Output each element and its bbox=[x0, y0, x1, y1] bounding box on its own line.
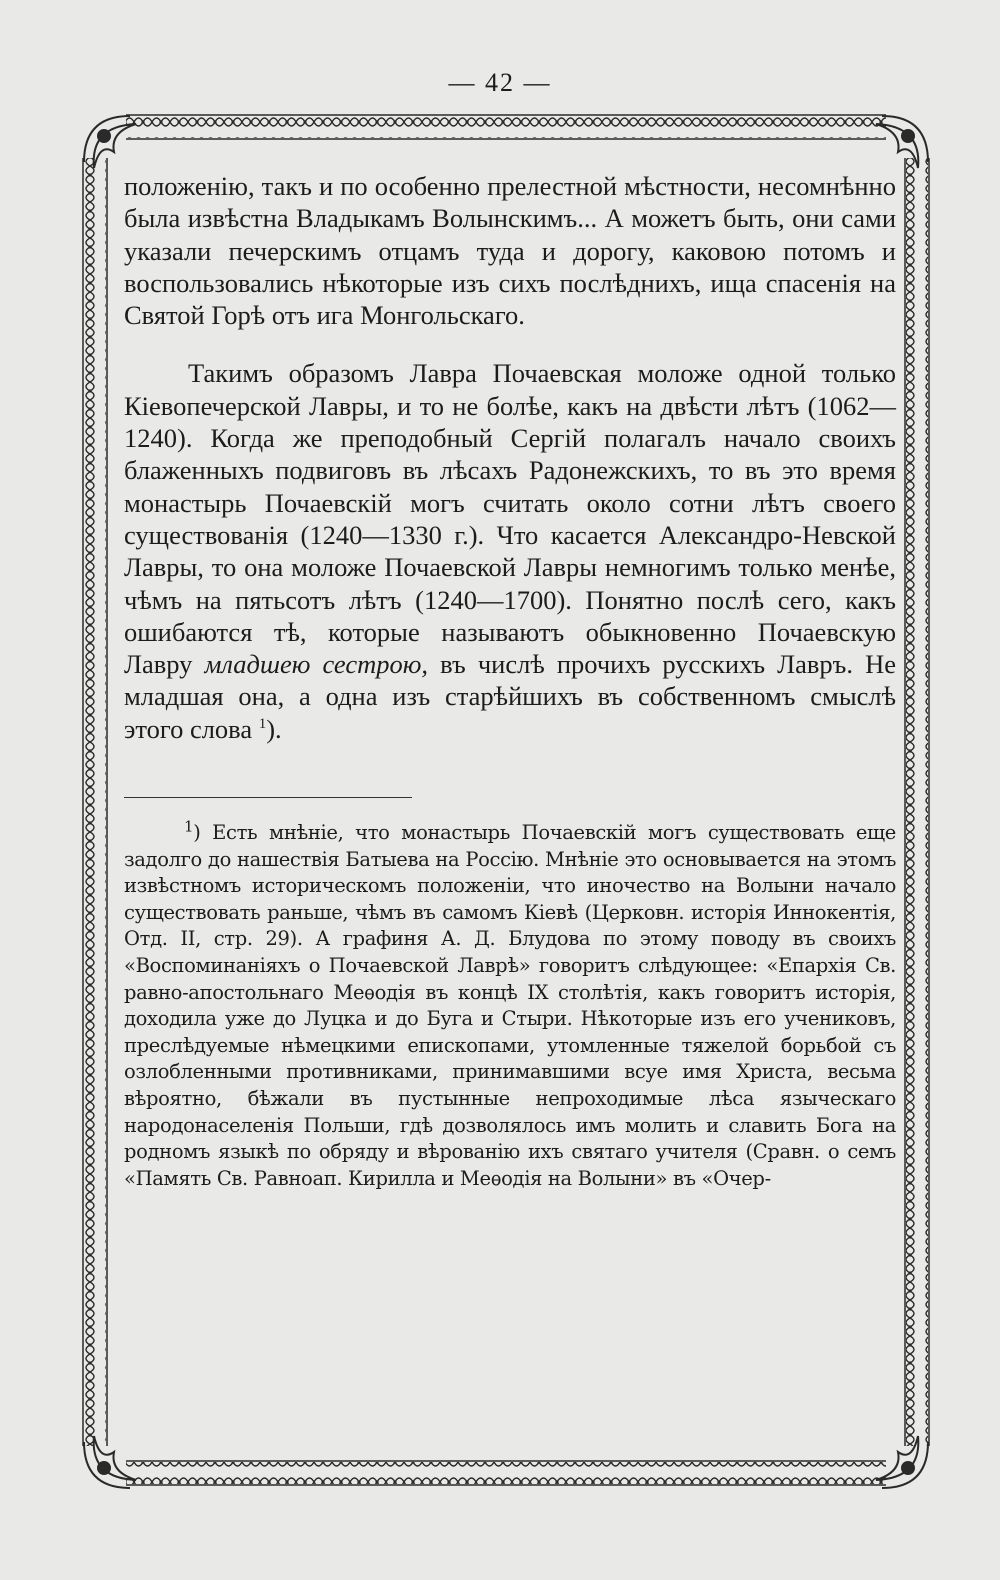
paragraph-2-close: ). bbox=[266, 713, 282, 744]
paragraph-1-text: положенію, такъ и по особенно прелестной мѣстности, несомнѣнно была извѣстна Владыкамъ Волынскимъ... А можетъ быть, они сами указали печерскимъ отцамъ туда и дорогу, каковою потомъ и воспользовались нѣкоторые изъ сихъ послѣднихъ, ища спасенія на Святой Горѣ отъ ига Монгольскаго. bbox=[124, 171, 896, 331]
footnote bbox=[124, 817, 896, 1192]
paragraph-2-end: въ числѣ прочихъ русскихъ Лавръ. Не младшая она, а одна изъ старѣйшихъ въ собственномъ смыслѣ этого слова bbox=[124, 649, 896, 744]
footnote-divider bbox=[124, 797, 412, 798]
footnote-marker: 1 bbox=[184, 817, 194, 836]
footnote-reference: 1 bbox=[258, 715, 267, 732]
paragraph-1 bbox=[124, 170, 896, 331]
main-text bbox=[124, 170, 896, 745]
page-number: — 42 — bbox=[448, 68, 552, 97]
footnote-text: ) Есть мнѣніе, что монастырь Почаевскій могъ существовать еще задолго до нашествія Батыева на Россію. Мнѣніе это основывается на этомъ извѣстномъ историческомъ положеніи, что иночество на Волыни начало существовать раньше, чѣмъ въ самомъ Кіевѣ (Церковн. исторія Иннокентія, Отд. II, стр. 29). А графиня А. Д. Блудова по этому поводу въ своихъ «Воспоминаніяхъ о Почаевской Лаврѣ» говоритъ слѣдующее: «Епархія Св. равно-апостольнаго Меѳодія въ концѣ IX столѣтія, какъ говоритъ исторія, доходила уже до Луцка и до Буга и Стыри. Нѣкоторые изъ его учениковъ, преслѣдуемые нѣмецкими епископами, утомленные тяжелой борьбой съ озлобленными противниками, принимавшими всуе имя Христа, весьма вѣроятно, бѣжали въ пустынные непроходимые лѣса языческаго народонаселенія Польши, гдѣ дозволялось имъ молить и славить Бога на родномъ языкѣ по обряду и вѣрованію ихъ святаго учителя (Сравн. о семъ «Память Св. Равноап. Кирилла и Меѳодія на Волыни» въ «Очер- bbox=[124, 821, 896, 1190]
paragraph-2-start: Такимъ образомъ Лавра Почаевская моложе одной только Кіевопечерской Лавры, и то не болѣе, какъ на двѣсти лѣтъ (1062—1240). Когда же преподобный Сергій полагалъ начало своихъ блаженныхъ подвиговъ въ лѣсахъ Радонежскихъ, то въ это время монастырь Почаевскій могъ считать около сотни лѣтъ своего существованія (1240—1330 г.). Что касается Александро-Невской Лавры, то она моложе Почаевской Лавры немногимъ только менѣе, чѣмъ на пятьсотъ лѣтъ (1240—1700). Понятно послѣ сего, какъ ошибаются тѣ, которые называютъ обыкновенно Почаевскую Лавру bbox=[124, 358, 896, 680]
footnote-paragraph bbox=[124, 817, 896, 1192]
page-content bbox=[124, 170, 896, 1192]
italic-phrase: младшею сестрою, bbox=[204, 649, 429, 680]
paragraph-2 bbox=[124, 357, 896, 745]
